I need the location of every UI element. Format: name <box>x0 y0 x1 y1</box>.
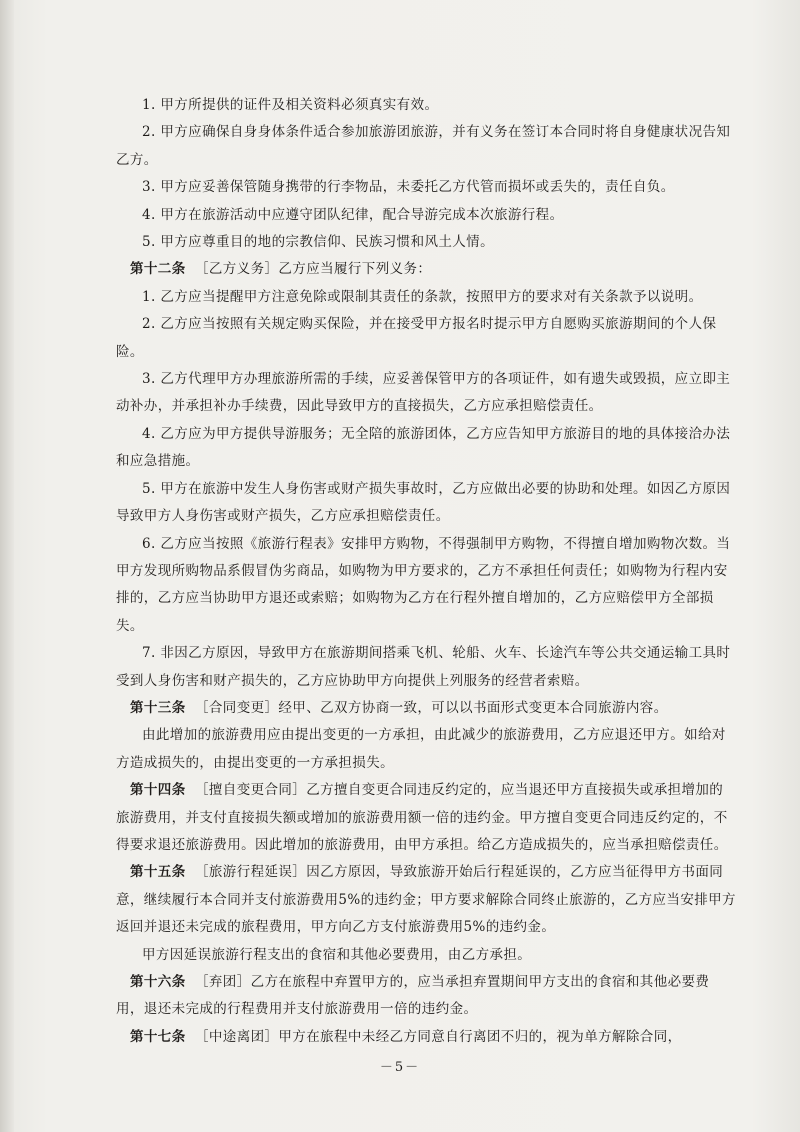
list-item: 4. 甲方在旅游活动中应遵守团队纪律，配合导游完成本次旅游行程。 <box>142 206 564 223</box>
article-15 <box>116 859 736 941</box>
article-text: ［擅自变更合同］乙方擅自变更合同违反约定的，应当退还甲方直接损失或承担增加的旅游费用，并支付直接损失额或增加的旅游费用额一倍的违约金。甲方擅自变更合同违反约定的，不得要求退还旅游费用。因此增加的旅游费用，由甲方承担。给乙方造成损失的，应当承担赔偿责任。 <box>116 782 728 853</box>
article-text: ［弃团］乙方在旅程中弃置甲方的，应当承担弃置期间甲方支出的食宿和其他必要费用，退还未完成的行程费用并支付旅游费用一倍的违约金。 <box>116 974 710 1018</box>
article-16 <box>116 969 736 1024</box>
article-number: 第十六条 <box>130 974 186 990</box>
list-item: 5. 甲方应尊重目的地的宗教信仰、民族习惯和风土人情。 <box>142 234 494 251</box>
article-17 <box>116 1024 736 1051</box>
list-item: 6. 乙方应当按照《旅游行程表》安排甲方购物，不得强制甲方购物，不得擅自增加购物次数。当甲方发现所购物品系假冒伪劣商品，如购物为甲方要求的，乙方不承担任何责任；如购物为行程内安排的，乙方应当协助甲方退还或索赔；如购物为乙方在行程外擅自增加的，乙方应赔偿甲方全部损失。 <box>116 535 731 634</box>
list-item: 2. 乙方应当按照有关规定购买保险，并在接受甲方报名时提示甲方自愿购买旅游期间的个人保险。 <box>116 316 717 360</box>
page-binding-edge <box>0 0 14 1132</box>
list-item: 1. 甲方所提供的证件及相关资料必须真实有效。 <box>142 97 439 113</box>
article-text: ［乙方义务］乙方应当履行下列义务： <box>195 261 432 278</box>
list-item: 5. 甲方在旅游中发生人身伤害或财产损失事故时，乙方应做出必要的协助和处理。如因乙方原因导致甲方人身伤害或财产损失，乙方应承担赔偿责任。 <box>116 480 731 525</box>
article-13-paragraph-2: 由此增加的旅游费用应由提出变更的一方承担，由此减少的旅游费用，乙方应退还甲方。如给对方造成损失的，由提出变更的一方承担损失。 <box>116 727 726 771</box>
list-item: 3. 乙方代理甲方办理旅游所需的手续，应妥善保管甲方的各项证件，如有遗失或毁损，应立即主动补办，并承担补办手续费，因此导致甲方的直接损失，乙方应承担赔偿责任。 <box>116 371 731 415</box>
article-14 <box>116 777 736 859</box>
article-15-paragraph-2: 甲方因延误旅游行程支出的食宿和其他必要费用，由乙方承担。 <box>142 946 532 963</box>
list-item: 1. 乙方应当提醒甲方注意免除或限制其责任的条款，按照甲方的要求对有关条款予以说明。 <box>142 288 703 305</box>
contract-body <box>116 92 736 1051</box>
article-12 <box>116 256 736 283</box>
article-text: ［合同变更］经甲、乙双方协商一致，可以以书面形式变更本合同旅游内容。 <box>195 699 668 716</box>
article-number: 第十四条 <box>130 782 186 799</box>
list-item: 3. 甲方应妥善保管随身携带的行李物品，未委托乙方代管而损坏或丢失的，责任自负。 <box>142 179 675 196</box>
article-text: ［旅游行程延误］因乙方原因，导致旅游开始后行程延误的，乙方应当征得甲方书面同意，继续履行本合同并支付旅游费用5%的违约金；甲方要求解除合同终止旅游的，乙方应当安排甲方返回并退还未完成的旅程费用，甲方向乙方支付旅游费用5%的违约金。 <box>116 864 736 936</box>
article-number: 第十二条 <box>130 261 186 278</box>
list-item: 7. 非因乙方原因，导致甲方在旅游期间搭乘飞机、轮船、火车、长途汽车等公共交通运输工具时受到人身伤害和财产损失的，乙方应协助甲方向提供上列服务的经营者索赔。 <box>116 645 731 689</box>
list-item: 2. 甲方应确保自身身体条件适合参加旅游团旅游，并有义务在签订本合同时将自身健康状况告知乙方。 <box>116 124 731 168</box>
page-number: －5－ <box>379 1060 421 1075</box>
article-number: 第十五条 <box>130 864 186 881</box>
article-number: 第十七条 <box>130 1028 186 1045</box>
article-number: 第十三条 <box>130 699 186 716</box>
article-13 <box>116 695 736 722</box>
list-item: 4. 乙方应为甲方提供导游服务；无全陪的旅游团体，乙方应告知甲方旅游目的地的具体接洽办法和应急措施。 <box>116 425 731 470</box>
article-text: ［中途离团］甲方在旅程中未经乙方同意自行离团不归的，视为单方解除合同， <box>195 1028 682 1045</box>
